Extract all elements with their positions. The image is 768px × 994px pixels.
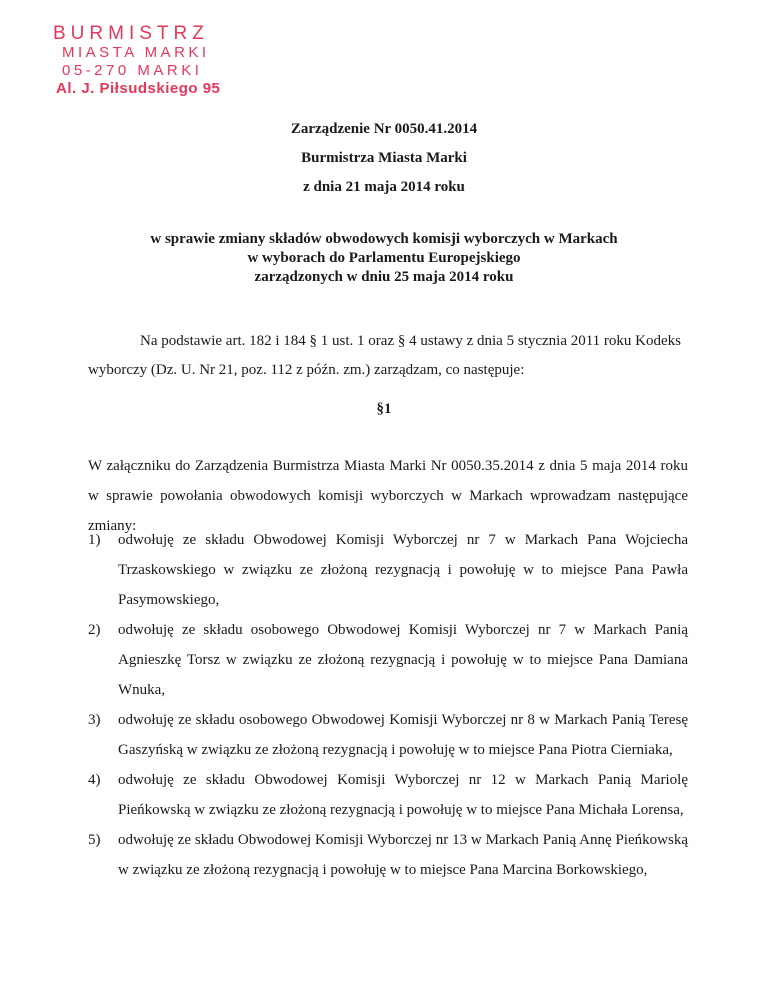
stamp-line-address: Al. J. Piłsudskiego 95 <box>56 80 221 97</box>
changes-list <box>88 525 688 885</box>
list-item-number: 5) <box>88 832 101 848</box>
list-item-text: odwołuję ze składu Obwodowej Komisji Wyborczej nr 13 w Markach Panią Annę Pieńkowską w związku ze złożoną rezygnacją i powołuję w to miejsce Pana Marcina Borkowskiego, <box>118 832 688 878</box>
document-subject <box>0 230 768 287</box>
list-item-text: odwołuję ze składu Obwodowej Komisji Wyborczej nr 12 w Markach Panią Mariolę Pieńkowską w związku ze złożoną rezygnacją i powołuję w to miejsce Pana Michała Lorensa, <box>118 772 688 818</box>
list-item-text: odwołuję ze składu Obwodowej Komisji Wyborczej nr 7 w Markach Pana Wojciecha Trzaskowskiego w związku ze złożoną rezygnacją i powołuję w to miejsce Pana Pawła Pasymowskiego, <box>118 532 688 608</box>
stamp-line-city: MIASTA MARKI <box>62 44 210 61</box>
intro-paragraph: W załączniku do Zarządzenia Burmistrza Miasta Marki Nr 0050.35.2014 z dnia 5 maja 2014 roku w sprawie powołania obwodowych komisji wyborczych w Markach wprowadzam następujące zmiany: <box>88 458 688 534</box>
list-item-text: odwołuję ze składu osobowego Obwodowej Komisji Wyborczej nr 7 w Markach Panią Agnieszkę Torsz w związku ze złożoną rezygnacją i powołuję w to miejsce Pana Damiana Wnuka, <box>118 622 688 698</box>
list-item <box>88 825 688 885</box>
official-stamp <box>53 24 220 98</box>
list-item <box>88 525 688 615</box>
stamp-line-title: BURMISTRZ <box>53 23 209 44</box>
legal-basis-paragraph <box>88 327 688 385</box>
list-item <box>88 765 688 825</box>
list-item <box>88 705 688 765</box>
document-title: Zarządzenie Nr 0050.41.2014 <box>290 121 478 137</box>
section-heading: §1 <box>376 401 392 417</box>
list-item-number: 2) <box>88 622 101 638</box>
list-item <box>88 615 688 705</box>
list-item-number: 3) <box>88 712 101 728</box>
subject-line-1: w sprawie zmiany składów obwodowych komisji wyborczych w Markach <box>150 231 618 247</box>
legal-basis-text: Na podstawie art. 182 i 184 § 1 ust. 1 oraz § 4 ustawy z dnia 5 stycznia 2011 roku Kodeks wyborczy (Dz. U. Nr 21, poz. 112 z późn. zm.) zarządzam, co następuje: <box>88 333 682 378</box>
subject-line-2: w wyborach do Parlamentu Europejskiego <box>247 250 521 266</box>
document-date: z dnia 21 maja 2014 roku <box>303 179 465 195</box>
stamp-line-postcode: 05-270 MARKI <box>62 62 203 79</box>
document-issuer: Burmistrza Miasta Marki <box>301 150 467 166</box>
list-item-text: odwołuję ze składu osobowego Obwodowej Komisji Wyborczej nr 8 w Markach Panią Teresę Gaszyńską w związku ze złożoną rezygnacją i powołuję w to miejsce Pana Piotra Cierniaka, <box>118 712 688 758</box>
list-item-number: 1) <box>88 532 101 548</box>
list-item-number: 4) <box>88 772 101 788</box>
subject-line-3: zarządzonych w dniu 25 maja 2014 roku <box>254 269 514 285</box>
